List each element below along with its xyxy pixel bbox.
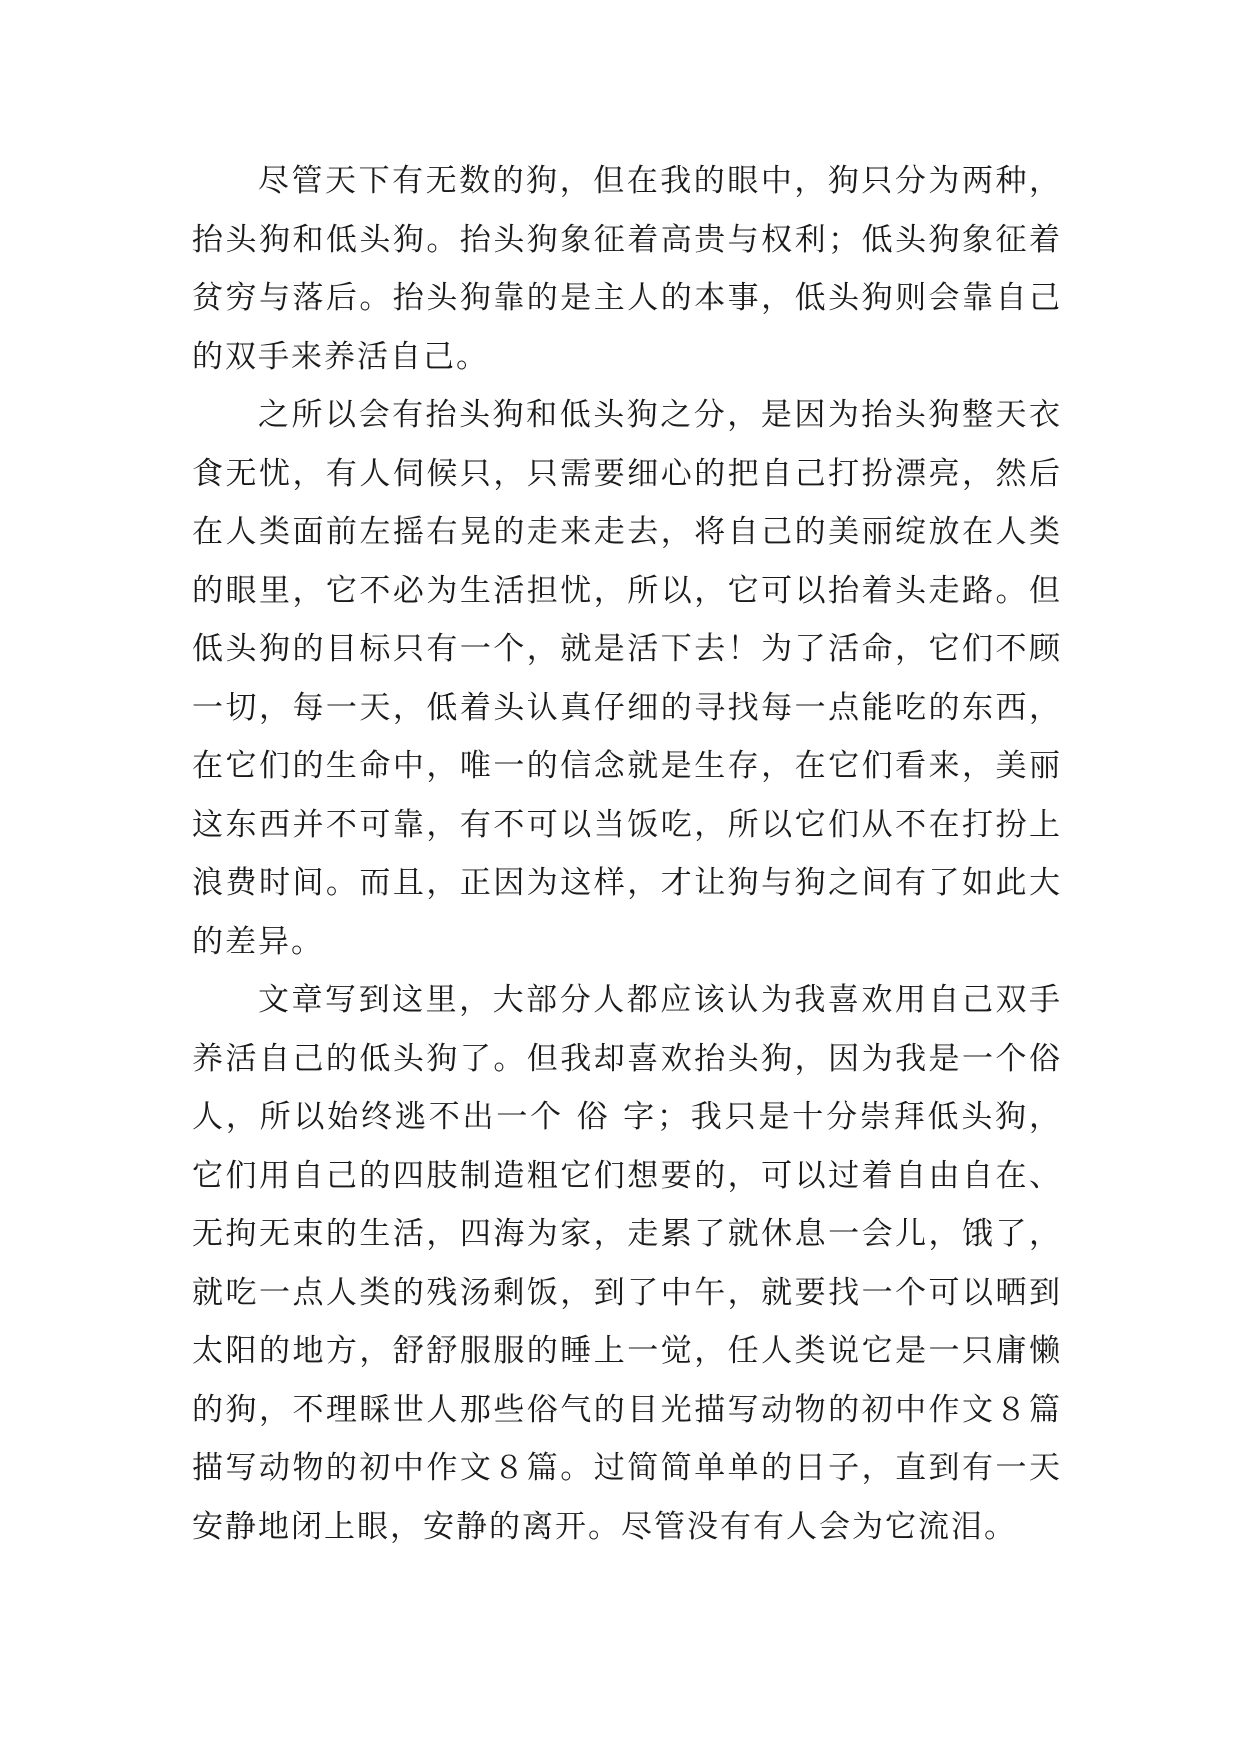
paragraph-1	[192, 152, 1062, 386]
paragraph-line: 太阳的地方，舒舒服服的睡上一觉，任人类说它是一只庸懒	[192, 1333, 1062, 1369]
paragraph-line: 描写动物的初中作文８篇。过简简单单的日子，直到有一天	[192, 1450, 1062, 1486]
document-body	[192, 152, 1062, 1556]
paragraph-line: 文章写到这里，大部分人都应该认为我喜欢用自己双手	[258, 982, 1062, 1018]
paragraph-line: 抬头狗和低头狗。抬头狗象征着高贵与权利；低头狗象征着	[192, 221, 1062, 258]
paragraph-line: 的眼里，它不必为生活担忧，所以，它可以抬着头走路。但	[192, 572, 1062, 609]
paragraph-line: 的狗，不理睬世人那些俗气的目光描写动物的初中作文８篇	[192, 1391, 1062, 1428]
paragraph-line: 之所以会有抬头狗和低头狗之分，是因为抬头狗整天衣	[258, 397, 1062, 433]
paragraph-line: 的差异。	[192, 923, 324, 960]
paragraph-3	[192, 971, 1062, 1556]
paragraph-2	[192, 386, 1062, 971]
paragraph-line: 低头狗的目标只有一个，就是活下去！为了活命，它们不顾	[192, 631, 1062, 667]
paragraph-line: 的双手来养活自己。	[192, 338, 489, 375]
paragraph-line: 无拘无束的生活，四海为家，走累了就休息一会儿，饿了，	[192, 1216, 1062, 1252]
paragraph-line: 就吃一点人类的残汤剩饭，到了中午，就要找一个可以晒到	[192, 1274, 1062, 1311]
paragraph-line: 在它们的生命中，唯一的信念就是生存，在它们看来，美丽	[192, 748, 1062, 784]
paragraph-line: 养活自己的低头狗了。但我却喜欢抬头狗，因为我是一个俗	[192, 1040, 1062, 1077]
paragraph-line: 食无忧，有人伺候只，只需要细心的把自己打扮漂亮，然后	[192, 455, 1062, 492]
paragraph-line: 尽管天下有无数的狗，但在我的眼中，狗只分为两种，	[258, 163, 1062, 199]
paragraph-line: 一切，每一天，低着头认真仔细的寻找每一点能吃的东西，	[192, 689, 1062, 726]
paragraph-line: 在人类面前左摇右晃的走来走去，将自己的美丽绽放在人类	[192, 514, 1062, 550]
paragraph-line: 这东西并不可靠，有不可以当饭吃，所以它们从不在打扮上	[192, 806, 1062, 843]
paragraph-line: 贫穷与落后。抬头狗靠的是主人的本事，低头狗则会靠自己	[192, 280, 1062, 316]
paragraph-line: 安静地闭上眼，安静的离开。尽管没有有人会为它流泪。	[192, 1508, 1017, 1545]
paragraph-line: 浪费时间。而且，正因为这样，才让狗与狗之间有了如此大	[192, 865, 1062, 901]
paragraph-line: 人，所以始终逃不出一个 俗 字；我只是十分崇拜低头狗，	[192, 1099, 1062, 1135]
paragraph-line: 它们用自己的四肢制造粗它们想要的，可以过着自由自在、	[192, 1157, 1062, 1194]
